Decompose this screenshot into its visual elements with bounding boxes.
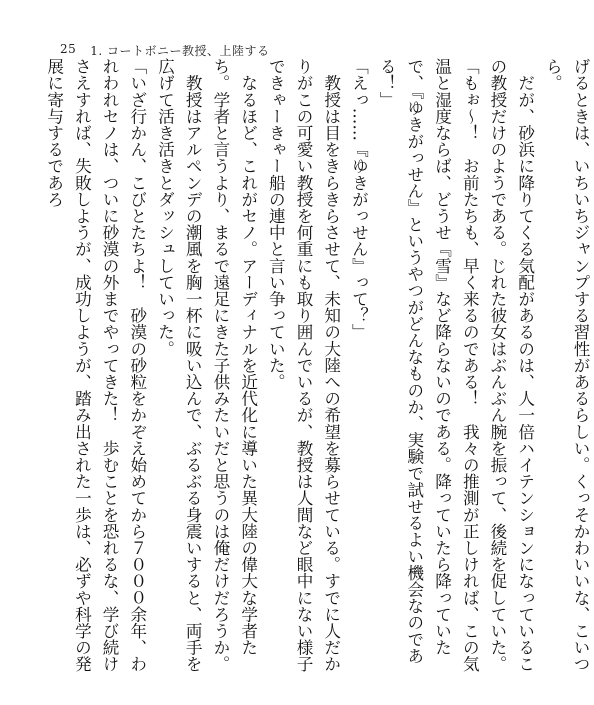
body-text-block bbox=[40, 58, 591, 688]
paragraph-5: 教授は目をきらきらさせて、未知の大陸への希望を募らせている。すでに人だかりがこの可愛い教授を何重にも取り囲んでいるが、教授は人間など眼中にない様子できゃーきゃー船の連中と言い争っていた。 bbox=[266, 58, 341, 673]
paragraph-1: げるときは、いちいちジャンプする習性があるらしい。くっそかわいいな、こいつら。 bbox=[543, 58, 591, 673]
paragraph-6: なるほど、これがセノ。アーディナルを近代化に導いた異大陸の偉大な学者たち。学者と言うより、まるで遠足にきた子供みたいだと思うのは俺だけだろうか。 bbox=[210, 58, 258, 673]
paragraph-3: 「もぉ～！ お前たちも、早く来るのである！ 我々の推測が正しければ、この気温と湿度ならば、どうせ『雪』など降らないのである。降っていたら降っていたで、『ゆきがっせん』というやつがどんなものか、実験で試せるよい機会なのである！」 bbox=[377, 58, 480, 673]
paragraph-8: 「いざ行かん、こびとたちよ！ 砂漠の砂粒をかぞえ始めてから７０００余年、われわれセノは、ついに砂漠の外までやってきた！ 歩むことを恐れるな、学び続けさえすれば、失敗しようが、成功しようが、踏み出された一歩は、必ずや科学の発展に寄与するであろ bbox=[44, 58, 147, 673]
paragraph-2: だが、砂浜に降りてくる気配があるのは、人一倍ハイテンションになっているこの教授だけのようである。じれた彼女はぶんぶん腕を振って、後続を促していた。 bbox=[487, 58, 535, 673]
vertical-text bbox=[40, 58, 594, 688]
page-number: 25 bbox=[60, 42, 77, 56]
paragraph-7: 教授はアルペンデの潮風を胸一杯に吸い込んで、ぶるぶる身震いすると、両手を広げて活き活きとダッシュしていった。 bbox=[155, 58, 203, 673]
running-title: 1. コートボニー教授、上陸する bbox=[90, 44, 270, 58]
page-header bbox=[60, 42, 270, 59]
paragraph-4: 「えっ……『ゆきがっせん』って？」 bbox=[349, 58, 369, 341]
